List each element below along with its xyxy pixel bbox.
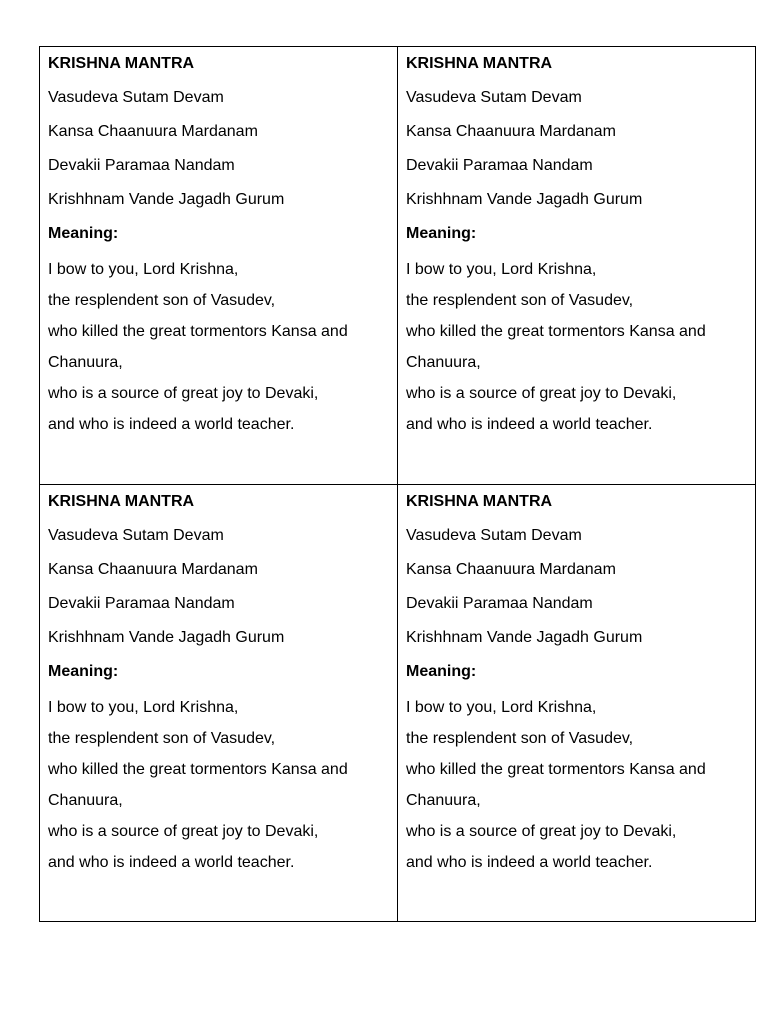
meaning-line: Chanuura, (48, 791, 123, 809)
meaning-line: the resplendent son of Vasudev, (406, 292, 634, 309)
table-row (40, 47, 756, 485)
verse-line: Kansa Chaanuura Mardanam (406, 123, 616, 140)
meaning-line: who is a source of great joy to Devaki, (406, 385, 677, 402)
verse-line: Kansa Chaanuura Mardanam (406, 560, 616, 578)
table-row (40, 484, 756, 922)
meaning-line: and who is indeed a world teacher. (48, 853, 295, 871)
card-title: KRISHNA MANTRA (406, 55, 553, 72)
verse-line: Krishhnam Vande Jagadh Gurum (406, 628, 643, 646)
meaning-line: and who is indeed a world teacher. (406, 853, 653, 871)
meaning-line: I bow to you, Lord Krishna, (406, 698, 597, 716)
mantra-card-table (39, 46, 756, 922)
meaning-line: Chanuura, (406, 354, 481, 371)
verse-line: Devakii Paramaa Nandam (48, 594, 235, 612)
meaning-line: I bow to you, Lord Krishna, (406, 261, 597, 278)
mantra-card (40, 47, 397, 446)
verse-line: Vasudeva Sutam Devam (48, 89, 224, 106)
verse-line: Vasudeva Sutam Devam (406, 526, 582, 544)
verse-line: Vasudeva Sutam Devam (406, 89, 582, 106)
meaning-line: Chanuura, (406, 791, 481, 809)
meaning-line: who killed the great tormentors Kansa and (48, 323, 348, 340)
meaning-line: the resplendent son of Vasudev, (406, 729, 634, 747)
meaning-label: Meaning: (406, 662, 477, 680)
meaning-line: and who is indeed a world teacher. (406, 416, 653, 433)
card-title: KRISHNA MANTRA (48, 492, 195, 510)
meaning-label: Meaning: (48, 662, 119, 680)
mantra-card-cell (398, 484, 756, 922)
meaning-line: who killed the great tormentors Kansa and (406, 323, 706, 340)
verse-line: Kansa Chaanuura Mardanam (48, 123, 258, 140)
verse-line: Kansa Chaanuura Mardanam (48, 560, 258, 578)
meaning-line: I bow to you, Lord Krishna, (48, 698, 239, 716)
meaning-line: I bow to you, Lord Krishna, (48, 261, 239, 278)
meaning-label: Meaning: (406, 225, 477, 242)
meaning-line: who is a source of great joy to Devaki, (406, 822, 677, 840)
verse-line: Krishhnam Vande Jagadh Gurum (48, 191, 285, 208)
meaning-line: who is a source of great joy to Devaki, (48, 822, 319, 840)
verse-line: Devakii Paramaa Nandam (406, 157, 593, 174)
verse-line: Krishhnam Vande Jagadh Gurum (406, 191, 643, 208)
meaning-line: who killed the great tormentors Kansa and (406, 760, 706, 778)
meaning-line: and who is indeed a world teacher. (48, 416, 295, 433)
meaning-line: the resplendent son of Vasudev, (48, 292, 276, 309)
meaning-line: who is a source of great joy to Devaki, (48, 385, 319, 402)
meaning-line: the resplendent son of Vasudev, (48, 729, 276, 747)
mantra-card (398, 47, 755, 446)
mantra-card (40, 485, 397, 884)
meaning-line: Chanuura, (48, 354, 123, 371)
mantra-card-cell (40, 484, 398, 922)
verse-line: Devakii Paramaa Nandam (48, 157, 235, 174)
mantra-card-cell (40, 47, 398, 485)
card-title: KRISHNA MANTRA (406, 492, 553, 510)
verse-line: Krishhnam Vande Jagadh Gurum (48, 628, 285, 646)
verse-line: Vasudeva Sutam Devam (48, 526, 224, 544)
verse-line: Devakii Paramaa Nandam (406, 594, 593, 612)
meaning-label: Meaning: (48, 225, 119, 242)
mantra-card-cell (398, 47, 756, 485)
mantra-card (398, 485, 755, 884)
card-title: KRISHNA MANTRA (48, 55, 195, 72)
meaning-line: who killed the great tormentors Kansa and (48, 760, 348, 778)
